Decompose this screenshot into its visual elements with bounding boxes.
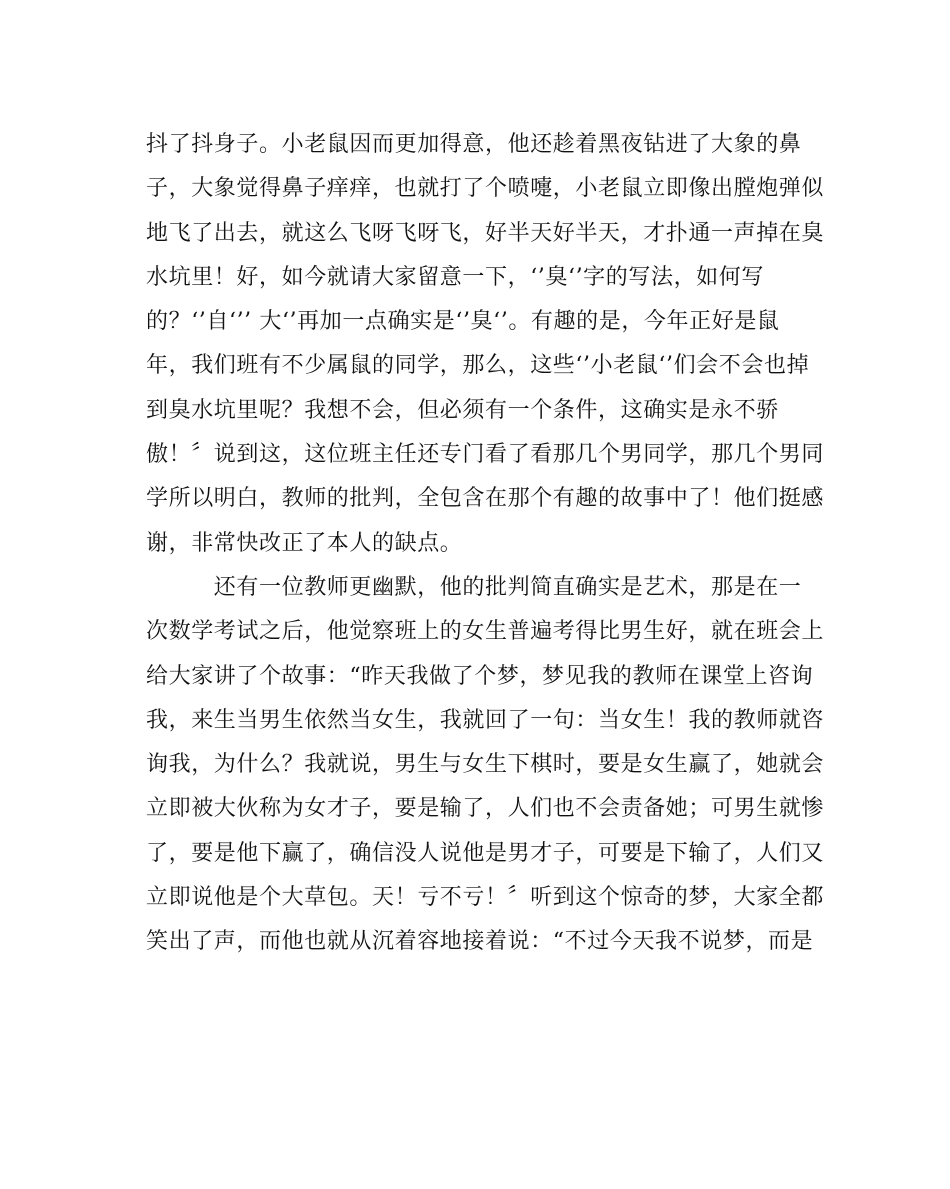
text-line: 次数学考试之后，他觉察班上的女生普遍考得比男生好，就在班会上	[146, 619, 825, 645]
text-line: 年，我们班有不少属鼠的同学，那么，这些‘’小老鼠‘’们会不会也掉	[146, 353, 810, 379]
text-line: 了，要是他下赢了，确信没人说他是男才子，可要是下输了，人们又	[146, 840, 825, 866]
text-line: 立即被大伙称为女才子，要是输了，人们也不会责备她；可男生就惨	[146, 796, 825, 822]
text-line: 还有一位教师更幽默，他的批判简直确实是艺术，那是在一	[146, 574, 802, 600]
text-line: 地飞了出去，就这么飞呀飞呀飞，好半天好半天，才扑通一声掉在臭	[146, 220, 825, 246]
text-line: 给大家讲了个故事：“昨天我做了个梦，梦见我的教师在课堂上咨询	[146, 663, 814, 689]
text-line: 学所以明白，教师的批判，全包含在那个有趣的故事中了！他们挺感	[146, 486, 825, 512]
text-line: 的？‘’自‘’’ 大‘’再加一点确实是‘’臭‘’。有趣的是，今年正好是鼠	[146, 309, 780, 335]
text-line: 立即说他是个大草包。天！亏不亏！〞听到这个惊奇的梦，大家全都	[146, 885, 825, 911]
text-line: 到臭水坑里呢？我想不会，但必须有一个条件，这确实是永不骄	[146, 397, 779, 423]
text-line: 水坑里！好，如今就请大家留意一下，‘’臭‘’字的写法，如何写	[146, 264, 764, 290]
text-line: 笑出了声，而他也就从沉着容地接着说：“不过今天我不说梦，而是	[146, 929, 814, 955]
body-text	[146, 123, 825, 965]
text-line: 我，来生当男生依然当女生，我就回了一句：当女生！我的教师就咨	[146, 707, 825, 733]
text-line: 抖了抖身子。小老鼠因而更加得意，他还趁着黑夜钻进了大象的鼻	[146, 132, 802, 157]
text-line: 子，大象觉得鼻子痒痒，也就打了个喷嚏，小老鼠立即像出膛炮弹似	[146, 176, 825, 202]
text-line: 询我，为什么？我就说，男生与女生下棋时，要是女生赢了，她就会	[146, 752, 825, 778]
text-line: 傲！〞说到这，这位班主任还专门看了看那几个男同学，那几个男同	[146, 442, 825, 468]
text-line: 谢，非常快改正了本人的缺点。	[146, 530, 463, 556]
